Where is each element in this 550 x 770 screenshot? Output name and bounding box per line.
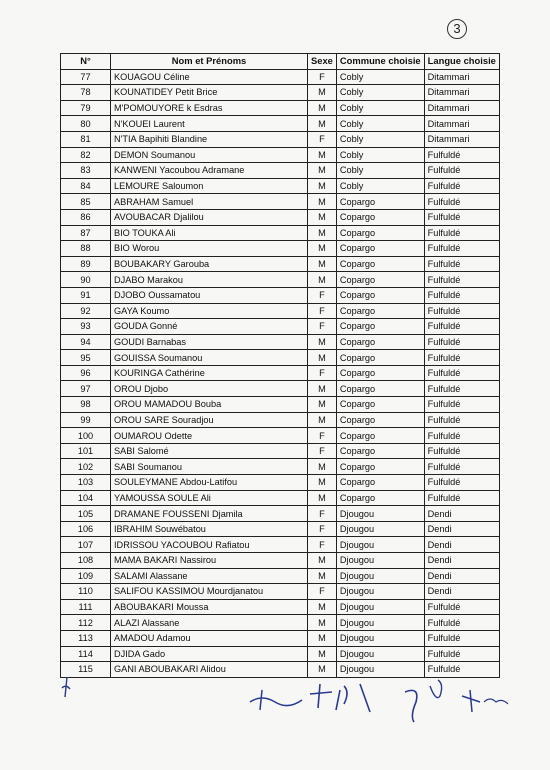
cell-number: 105	[61, 506, 111, 522]
cell-commune: Djougou	[336, 553, 424, 569]
cell-number: 83	[61, 163, 111, 179]
cell-number: 109	[61, 568, 111, 584]
cell-commune: Copargo	[336, 459, 424, 475]
cell-sex: M	[308, 350, 337, 366]
cell-number: 95	[61, 350, 111, 366]
table-row	[61, 459, 500, 475]
cell-number: 92	[61, 303, 111, 319]
cell-number: 108	[61, 553, 111, 569]
handwritten-mark-left	[60, 676, 72, 698]
cell-name: GOUDA Gonné	[111, 319, 308, 335]
cell-language: Fulfuldé	[424, 459, 499, 475]
cell-number: 86	[61, 209, 111, 225]
table-body	[61, 69, 500, 677]
cell-commune: Copargo	[336, 365, 424, 381]
cell-language: Fulfuldé	[424, 147, 499, 163]
table-row	[61, 256, 500, 272]
table-row	[61, 272, 500, 288]
cell-name: SOULEYMANE Abdou-Latifou	[111, 475, 308, 491]
cell-language: Fulfuldé	[424, 287, 499, 303]
table-row	[61, 178, 500, 194]
table-row	[61, 521, 500, 537]
cell-sex: F	[308, 303, 337, 319]
cell-number: 101	[61, 443, 111, 459]
header-language: Langue choisie	[424, 54, 499, 70]
cell-language: Dendi	[424, 584, 499, 600]
cell-sex: F	[308, 443, 337, 459]
cell-sex: M	[308, 412, 337, 428]
cell-commune: Copargo	[336, 303, 424, 319]
cell-commune: Copargo	[336, 381, 424, 397]
cell-name: KOURINGA Cathérine	[111, 365, 308, 381]
cell-sex: M	[308, 241, 337, 257]
table-row	[61, 490, 500, 506]
table-row	[61, 116, 500, 132]
cell-number: 89	[61, 256, 111, 272]
cell-number: 78	[61, 85, 111, 101]
cell-language: Dendi	[424, 506, 499, 522]
cell-number: 90	[61, 272, 111, 288]
cell-commune: Cobly	[336, 85, 424, 101]
cell-name: DJOBO Oussamatou	[111, 287, 308, 303]
cell-language: Fulfuldé	[424, 178, 499, 194]
table-row	[61, 615, 500, 631]
cell-name: DJIDA Gado	[111, 646, 308, 662]
cell-commune: Copargo	[336, 475, 424, 491]
cell-name: GAYA Koumo	[111, 303, 308, 319]
cell-commune: Djougou	[336, 646, 424, 662]
cell-commune: Cobly	[336, 100, 424, 116]
cell-language: Fulfuldé	[424, 319, 499, 335]
cell-name: OROU SARE Souradjou	[111, 412, 308, 428]
cell-commune: Djougou	[336, 599, 424, 615]
cell-commune: Copargo	[336, 490, 424, 506]
table-row	[61, 412, 500, 428]
cell-sex: M	[308, 646, 337, 662]
cell-sex: F	[308, 287, 337, 303]
cell-number: 110	[61, 584, 111, 600]
cell-name: AVOUBACAR Djalilou	[111, 209, 308, 225]
cell-name: DEMON Soumanou	[111, 147, 308, 163]
page-number-circle	[447, 19, 467, 39]
cell-commune: Copargo	[336, 194, 424, 210]
cell-name: SABI Soumanou	[111, 459, 308, 475]
cell-sex: F	[308, 428, 337, 444]
cell-language: Fulfuldé	[424, 272, 499, 288]
cell-number: 98	[61, 397, 111, 413]
cell-language: Ditammari	[424, 85, 499, 101]
cell-sex: F	[308, 506, 337, 522]
cell-name: ABOUBAKARI Moussa	[111, 599, 308, 615]
cell-name: OROU Djobo	[111, 381, 308, 397]
cell-number: 97	[61, 381, 111, 397]
table-row	[61, 209, 500, 225]
table-row	[61, 194, 500, 210]
cell-sex: M	[308, 194, 337, 210]
cell-number: 87	[61, 225, 111, 241]
cell-sex: M	[308, 334, 337, 350]
cell-language: Fulfuldé	[424, 428, 499, 444]
cell-language: Ditammari	[424, 100, 499, 116]
registration-table	[60, 53, 500, 678]
handwritten-signatures	[240, 672, 515, 724]
cell-name: GOUDI Barnabas	[111, 334, 308, 350]
table-row	[61, 100, 500, 116]
cell-name: DJABO Marakou	[111, 272, 308, 288]
cell-sex: F	[308, 131, 337, 147]
table-row	[61, 428, 500, 444]
cell-language: Fulfuldé	[424, 397, 499, 413]
cell-number: 96	[61, 365, 111, 381]
cell-language: Fulfuldé	[424, 365, 499, 381]
cell-number: 107	[61, 537, 111, 553]
cell-number: 102	[61, 459, 111, 475]
cell-name: KOUAGOU Céline	[111, 69, 308, 85]
cell-commune: Cobly	[336, 178, 424, 194]
cell-name: BIO TOUKA Ali	[111, 225, 308, 241]
cell-number: 99	[61, 412, 111, 428]
cell-name: OUMAROU Odette	[111, 428, 308, 444]
cell-sex: M	[308, 209, 337, 225]
cell-commune: Cobly	[336, 163, 424, 179]
cell-commune: Copargo	[336, 272, 424, 288]
cell-name: N'TIA Bapihiti Blandine	[111, 131, 308, 147]
cell-sex: M	[308, 116, 337, 132]
cell-sex: F	[308, 365, 337, 381]
cell-sex: M	[308, 272, 337, 288]
cell-name: LEMOURE Saloumon	[111, 178, 308, 194]
cell-commune: Copargo	[336, 256, 424, 272]
cell-name: MAMA BAKARI Nassirou	[111, 553, 308, 569]
cell-language: Fulfuldé	[424, 490, 499, 506]
cell-language: Fulfuldé	[424, 194, 499, 210]
cell-language: Fulfuldé	[424, 662, 499, 678]
cell-commune: Cobly	[336, 147, 424, 163]
table-row	[61, 599, 500, 615]
cell-number: 114	[61, 646, 111, 662]
cell-name: ABRAHAM Samuel	[111, 194, 308, 210]
cell-language: Fulfuldé	[424, 630, 499, 646]
cell-language: Ditammari	[424, 69, 499, 85]
header-number: N°	[61, 54, 111, 70]
cell-sex: M	[308, 553, 337, 569]
cell-number: 80	[61, 116, 111, 132]
cell-name: AMADOU Adamou	[111, 630, 308, 646]
cell-commune: Copargo	[336, 209, 424, 225]
table-header-row	[61, 54, 500, 70]
cell-sex: M	[308, 662, 337, 678]
table-row	[61, 365, 500, 381]
cell-number: 77	[61, 69, 111, 85]
cell-name: DRAMANE FOUSSENI Djamila	[111, 506, 308, 522]
cell-number: 82	[61, 147, 111, 163]
cell-language: Fulfuldé	[424, 303, 499, 319]
cell-sex: M	[308, 397, 337, 413]
table-row	[61, 334, 500, 350]
cell-number: 104	[61, 490, 111, 506]
cell-commune: Cobly	[336, 116, 424, 132]
cell-number: 81	[61, 131, 111, 147]
table-row	[61, 568, 500, 584]
cell-number: 84	[61, 178, 111, 194]
page-number: 3	[453, 21, 461, 36]
cell-commune: Djougou	[336, 568, 424, 584]
cell-commune: Djougou	[336, 630, 424, 646]
cell-language: Fulfuldé	[424, 443, 499, 459]
table-row	[61, 506, 500, 522]
cell-sex: M	[308, 490, 337, 506]
cell-commune: Copargo	[336, 397, 424, 413]
table-row	[61, 225, 500, 241]
cell-commune: Djougou	[336, 662, 424, 678]
table-row	[61, 537, 500, 553]
cell-language: Fulfuldé	[424, 615, 499, 631]
table-row	[61, 147, 500, 163]
cell-language: Dendi	[424, 521, 499, 537]
cell-name: SALIFOU KASSIMOU Mourdjanatou	[111, 584, 308, 600]
table-row	[61, 319, 500, 335]
cell-name: GOUISSA Soumanou	[111, 350, 308, 366]
cell-sex: M	[308, 147, 337, 163]
header-commune: Commune choisie	[336, 54, 424, 70]
cell-language: Dendi	[424, 568, 499, 584]
cell-sex: M	[308, 568, 337, 584]
cell-commune: Copargo	[336, 225, 424, 241]
cell-sex: M	[308, 178, 337, 194]
table-row	[61, 350, 500, 366]
table-row	[61, 131, 500, 147]
cell-commune: Djougou	[336, 506, 424, 522]
cell-name: N'KOUEI Laurent	[111, 116, 308, 132]
cell-number: 85	[61, 194, 111, 210]
cell-language: Fulfuldé	[424, 646, 499, 662]
header-sex: Sexe	[308, 54, 337, 70]
cell-number: 79	[61, 100, 111, 116]
cell-name: SABI Salomé	[111, 443, 308, 459]
cell-name: YAMOUSSA SOULE Ali	[111, 490, 308, 506]
table-row	[61, 646, 500, 662]
table-row	[61, 475, 500, 491]
cell-name: OROU MAMADOU Bouba	[111, 397, 308, 413]
table-row	[61, 241, 500, 257]
table-row	[61, 163, 500, 179]
cell-sex: F	[308, 537, 337, 553]
cell-language: Fulfuldé	[424, 209, 499, 225]
cell-number: 88	[61, 241, 111, 257]
table-row	[61, 85, 500, 101]
table-row	[61, 397, 500, 413]
cell-commune: Copargo	[336, 350, 424, 366]
cell-sex: F	[308, 69, 337, 85]
cell-number: 91	[61, 287, 111, 303]
cell-commune: Cobly	[336, 131, 424, 147]
cell-sex: M	[308, 630, 337, 646]
cell-number: 93	[61, 319, 111, 335]
cell-language: Fulfuldé	[424, 334, 499, 350]
cell-sex: F	[308, 584, 337, 600]
cell-sex: M	[308, 163, 337, 179]
table-row	[61, 630, 500, 646]
cell-sex: M	[308, 615, 337, 631]
header-name: Nom et Prénoms	[111, 54, 308, 70]
cell-language: Fulfuldé	[424, 163, 499, 179]
cell-name: ALAZI Alassane	[111, 615, 308, 631]
cell-language: Fulfuldé	[424, 256, 499, 272]
cell-commune: Djougou	[336, 521, 424, 537]
table-row	[61, 381, 500, 397]
cell-number: 106	[61, 521, 111, 537]
cell-commune: Cobly	[336, 69, 424, 85]
cell-commune: Djougou	[336, 537, 424, 553]
cell-name: BIO Worou	[111, 241, 308, 257]
cell-language: Fulfuldé	[424, 475, 499, 491]
cell-number: 103	[61, 475, 111, 491]
cell-sex: F	[308, 521, 337, 537]
cell-language: Fulfuldé	[424, 241, 499, 257]
cell-number: 100	[61, 428, 111, 444]
cell-commune: Djougou	[336, 584, 424, 600]
cell-language: Fulfuldé	[424, 225, 499, 241]
table-row	[61, 69, 500, 85]
table-row	[61, 443, 500, 459]
cell-language: Fulfuldé	[424, 412, 499, 428]
cell-commune: Djougou	[336, 615, 424, 631]
cell-name: M'POMOUYORE k Esdras	[111, 100, 308, 116]
table-row	[61, 287, 500, 303]
cell-number: 113	[61, 630, 111, 646]
cell-sex: M	[308, 459, 337, 475]
cell-sex: M	[308, 225, 337, 241]
cell-commune: Copargo	[336, 241, 424, 257]
cell-sex: M	[308, 475, 337, 491]
table-row	[61, 584, 500, 600]
cell-sex: M	[308, 100, 337, 116]
cell-number: 111	[61, 599, 111, 615]
cell-language: Dendi	[424, 553, 499, 569]
cell-language: Fulfuldé	[424, 599, 499, 615]
table-row	[61, 553, 500, 569]
cell-name: BOUBAKARY Garouba	[111, 256, 308, 272]
cell-sex: M	[308, 85, 337, 101]
cell-sex: M	[308, 599, 337, 615]
table-row	[61, 303, 500, 319]
cell-commune: Copargo	[336, 428, 424, 444]
cell-sex: F	[308, 319, 337, 335]
cell-sex: M	[308, 256, 337, 272]
cell-name: KOUNATIDEY Petit Brice	[111, 85, 308, 101]
cell-language: Fulfuldé	[424, 350, 499, 366]
cell-commune: Copargo	[336, 412, 424, 428]
cell-language: Ditammari	[424, 131, 499, 147]
cell-name: IBRAHIM Souwébatou	[111, 521, 308, 537]
cell-number: 112	[61, 615, 111, 631]
cell-number: 94	[61, 334, 111, 350]
cell-language: Dendi	[424, 537, 499, 553]
cell-commune: Copargo	[336, 319, 424, 335]
cell-language: Fulfuldé	[424, 381, 499, 397]
cell-name: KANWENI Yacoubou Adramane	[111, 163, 308, 179]
cell-name: IDRISSOU YACOUBOU Rafiatou	[111, 537, 308, 553]
cell-number: 115	[61, 662, 111, 678]
cell-commune: Copargo	[336, 334, 424, 350]
cell-sex: M	[308, 381, 337, 397]
cell-language: Ditammari	[424, 116, 499, 132]
cell-commune: Copargo	[336, 443, 424, 459]
cell-name: SALAMI Alassane	[111, 568, 308, 584]
cell-name: GANI ABOUBAKARI Alidou	[111, 662, 308, 678]
cell-commune: Copargo	[336, 287, 424, 303]
